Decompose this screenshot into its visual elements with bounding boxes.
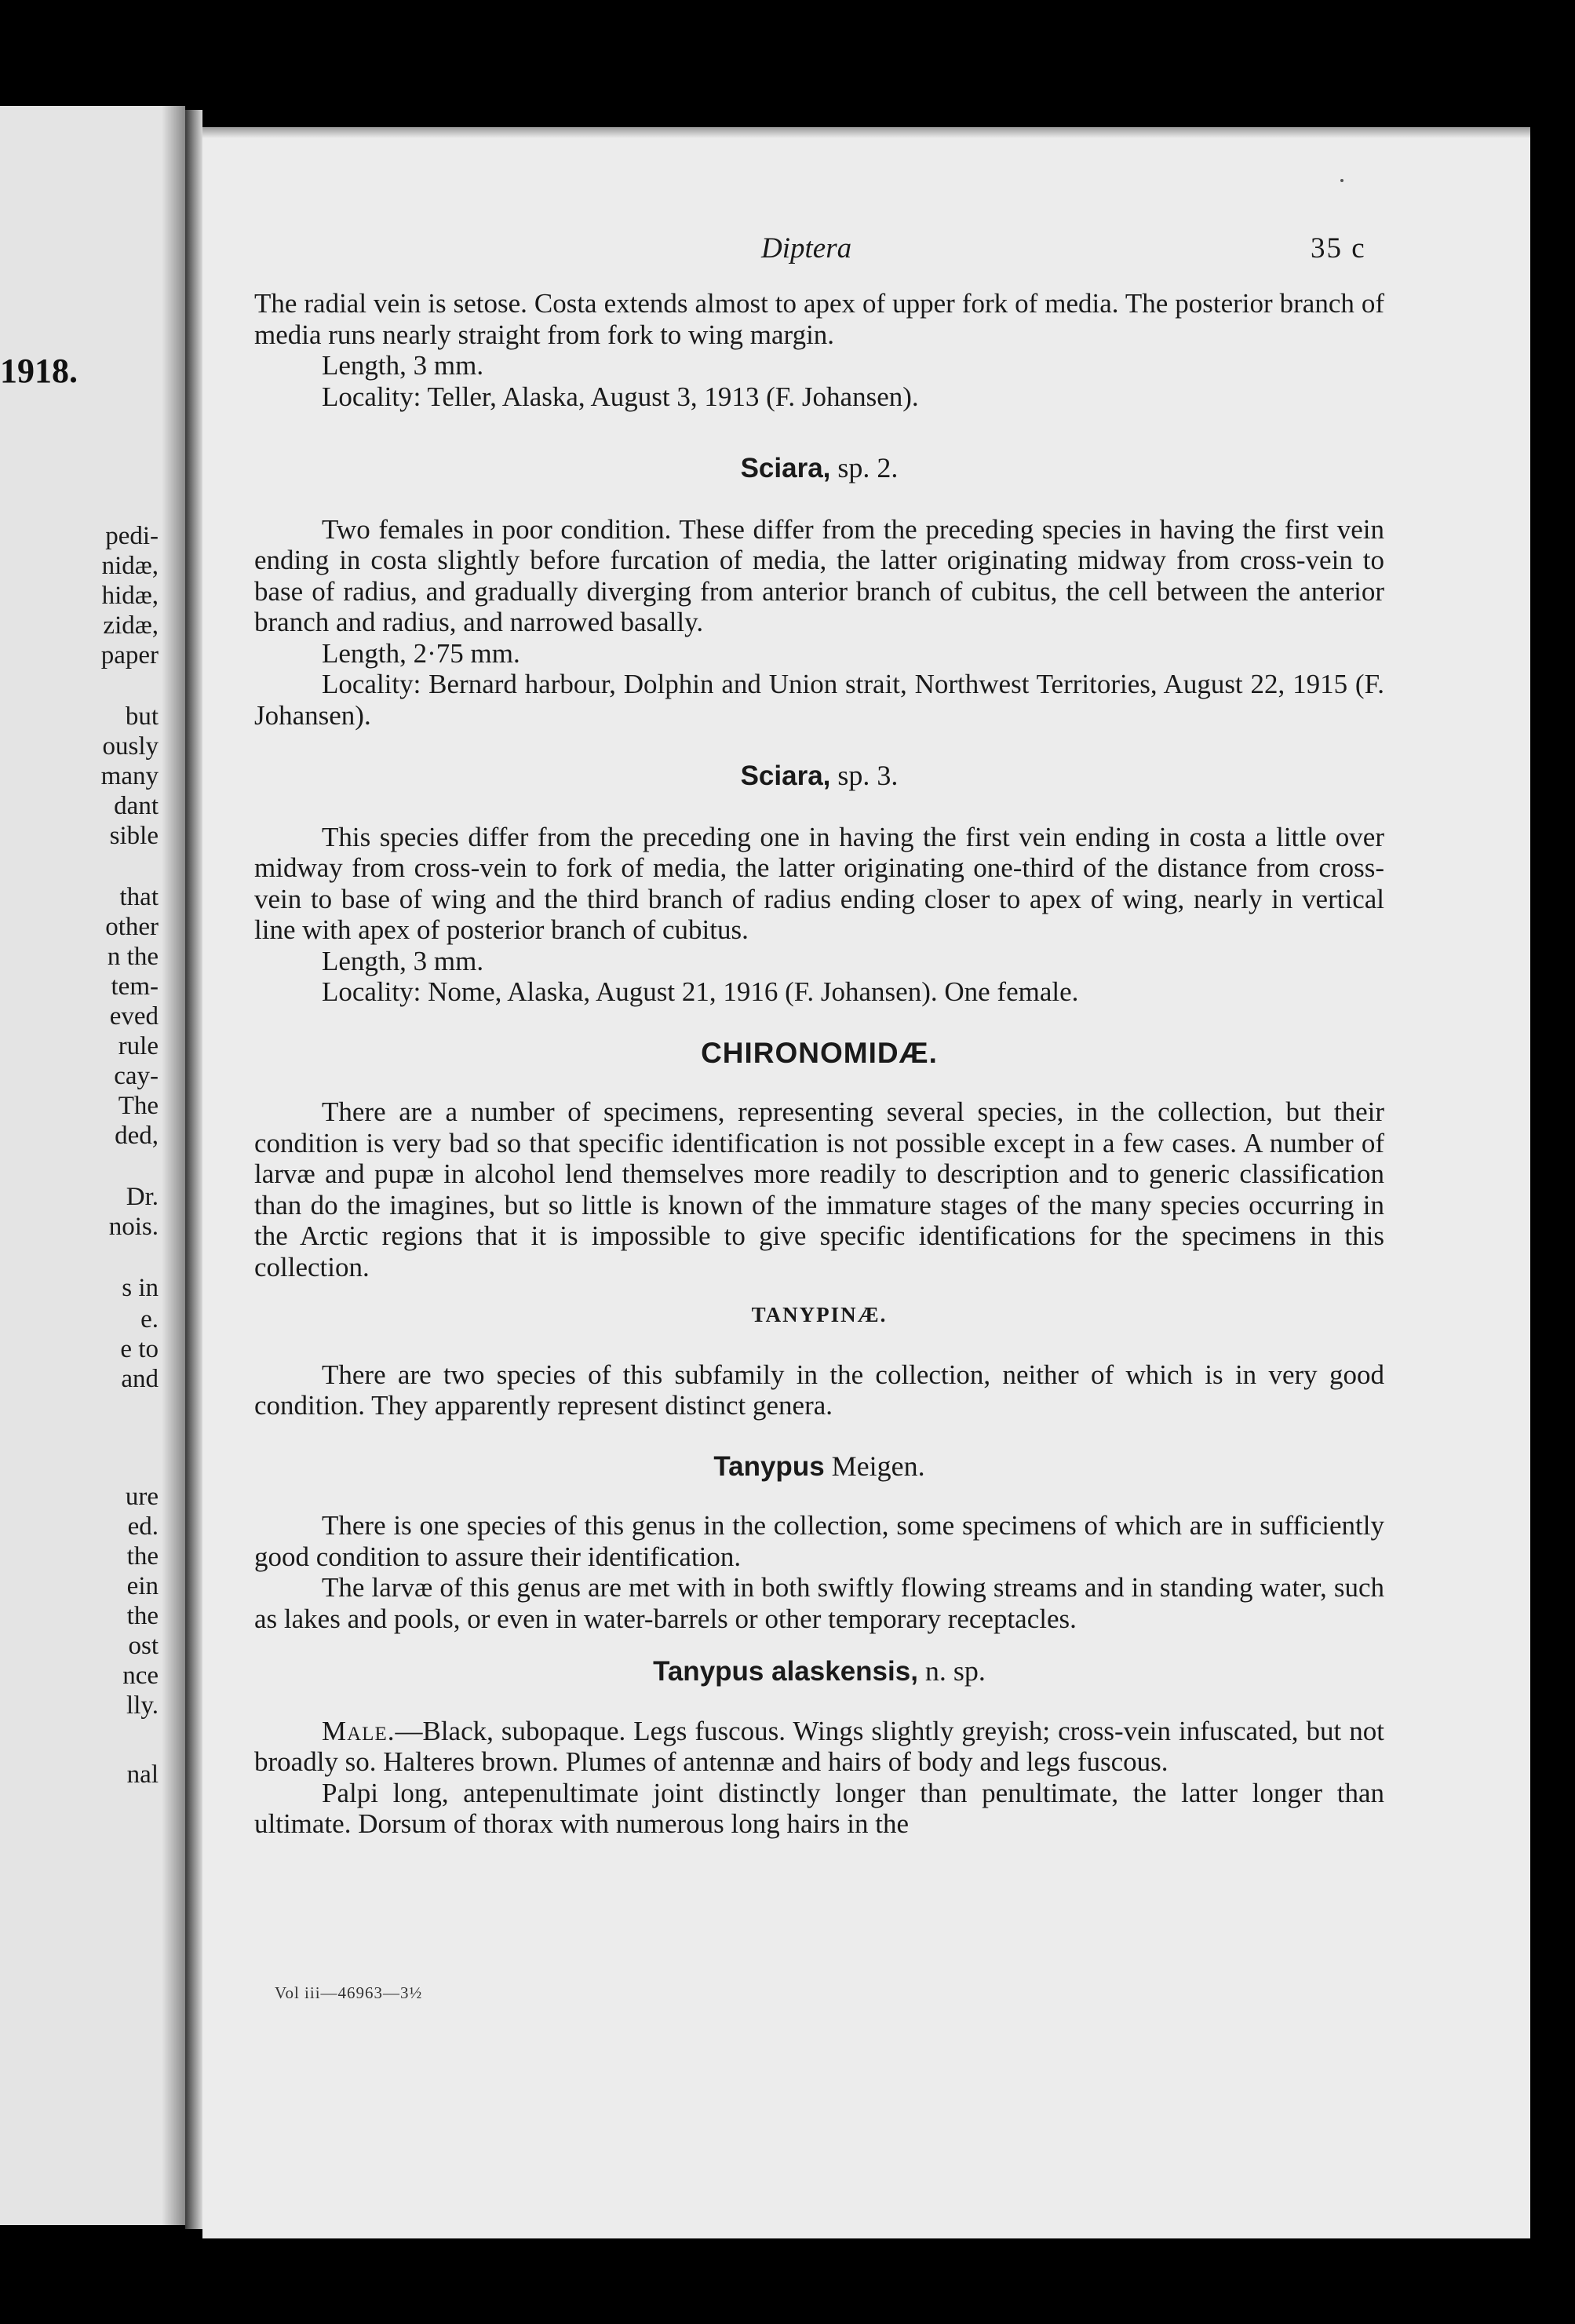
- previous-page-fragment-line: cay-: [114, 1062, 159, 1090]
- previous-page-fragment-line: ure: [125, 1483, 159, 1511]
- previous-page-fragment-line: many: [100, 762, 159, 790]
- locality-line: Locality: Bernard harbour, Dolphin and Union strait, Northwest Territories, August 22, 1915 (F. Johansen).: [254, 669, 1384, 731]
- previous-page-fragment-line: tem-: [111, 972, 159, 1001]
- description-paragraph: Male.—Black, subopaque. Legs fuscous. Wings slightly greyish; cross-vein infuscated, but not broadly so. Halteres brown. Plumes of antennæ and hairs of body and legs fuscous.: [254, 1715, 1384, 1777]
- previous-page-fragment-line: pedi-: [105, 522, 159, 550]
- previous-page-year: 1918.: [0, 352, 78, 390]
- previous-page-fragment-line: nal: [126, 1760, 159, 1789]
- previous-page-fragment-line: The: [118, 1092, 159, 1120]
- previous-page-fragment-line: dant: [114, 792, 159, 820]
- sex-label: Male.: [322, 1715, 396, 1746]
- length-line: Length, 3 mm.: [322, 350, 484, 381]
- book-binding-edge: [185, 110, 202, 2229]
- paragraph: Palpi long, antepenultimate joint distinctly longer than penultimate, the latter longer than ultimate. Dorsum of thorax with numerous long hairs in the: [254, 1777, 1384, 1839]
- previous-page-fragment-line: that: [119, 883, 159, 911]
- paragraph: Two females in poor condition. These differ from the preceding species in having the first vein ending in costa slightly before furcation of media, the latter originating midway from cross-vein to base of radius, and gradually diverging from anterior branch of cubitus, the cell between the anterior branch and radius, and narrowed basally.: [254, 513, 1384, 637]
- paragraph: There is one species of this genus in the collection, some specimens of which are in sufficiently good condition to assure their identification.: [254, 1510, 1384, 1572]
- previous-page-fragment-line: nois.: [108, 1213, 159, 1241]
- previous-page-fragment-line: s in: [122, 1274, 159, 1302]
- paragraph: There are two species of this subfamily in the collection, neither of which is in very good condition. They apparently represent distinct genera.: [254, 1359, 1384, 1421]
- genus-heading-tanypus: Tanypus Meigen.: [713, 1450, 925, 1482]
- previous-page-fragment-line: ein: [126, 1572, 159, 1600]
- document-page: [202, 127, 1530, 2238]
- length-line: Length, 2·75 mm.: [322, 637, 520, 669]
- page-number: 35 c: [1311, 232, 1366, 265]
- running-head: Diptera: [761, 232, 852, 265]
- paragraph: There are a number of specimens, representing several species, in the collection, but their condition is very bad so that specific identification is not possible except in a few cases. A number of larvæ and pupæ in alcohol lend themselves more readily to description and to generic classification than do the imagines, but so little is known of the immature stages of the many species occurring in the Arctic regions that it is impossible to give specific identifications for the specimens in this collection.: [254, 1096, 1384, 1282]
- species-heading-sciara-sp2: Sciara, sp. 2.: [740, 452, 899, 483]
- previous-page-fragment-line: eved: [109, 1002, 159, 1031]
- previous-page-fragment-line: other: [105, 913, 159, 941]
- paragraph: The radial vein is setose. Costa extends almost to apex of upper fork of media. The posterior branch of media runs nearly straight from fork to wing margin.: [254, 288, 1384, 350]
- locality-line: Locality: Teller, Alaska, August 3, 1913 (F. Johansen).: [322, 381, 919, 412]
- previous-page-fragment-line: zidæ,: [103, 611, 159, 640]
- previous-page-fragment-line: sible: [109, 822, 159, 850]
- previous-page-fragment-line: lly.: [126, 1691, 159, 1720]
- previous-page-fragment-line: ously: [102, 732, 159, 761]
- species-heading-sciara-sp3: Sciara, sp. 3.: [740, 760, 899, 791]
- previous-page-fragment-line: ded,: [115, 1122, 159, 1150]
- page-gutter-shadow: [162, 106, 185, 2225]
- previous-page-fragment-line: Dr.: [126, 1183, 159, 1211]
- length-line: Length, 3 mm.: [322, 945, 484, 976]
- previous-page-fragment-line: rule: [118, 1032, 159, 1060]
- previous-page-fragment-line: the: [126, 1602, 159, 1630]
- previous-page-fragment-line: but: [125, 702, 159, 731]
- locality-line: Locality: Nome, Alaska, August 21, 1916 (F. Johansen). One female.: [322, 976, 1079, 1007]
- family-heading: CHIRONOMIDÆ.: [701, 1036, 938, 1069]
- page-body: [254, 288, 1384, 1840]
- printer-footnote: Vol iii—46963—3½: [275, 1983, 423, 2002]
- previous-page-fragment: [0, 106, 185, 2225]
- previous-page-fragment-line: nidæ,: [101, 552, 159, 580]
- previous-page-fragment-line: and: [121, 1365, 159, 1393]
- paragraph: This species differ from the preceding one in having the first vein ending in costa a little over midway from cross-vein to fork of media, the latter originating one-third of the distance from cross-vein to base of wing and the third branch of radius ending closer to apex of wing, nearly in vertical line with apex of posterior branch of cubitus.: [254, 821, 1384, 945]
- previous-page-fragment-line: e.: [140, 1305, 159, 1333]
- previous-page-fragment-line: nce: [122, 1662, 159, 1690]
- species-heading-tanypus-alaskensis: Tanypus alaskensis, n. sp.: [653, 1655, 986, 1687]
- previous-page-fragment-line: ed.: [127, 1512, 159, 1541]
- subfamily-heading: TANYPINÆ.: [751, 1303, 888, 1326]
- previous-page-fragment-line: the: [126, 1542, 159, 1571]
- previous-page-fragment-line: paper: [100, 641, 159, 669]
- paragraph: The larvæ of this genus are met with in both swiftly flowing streams and in standing water, such as lakes and pools, or even in water-barrels or other temporary receptacles.: [254, 1572, 1384, 1634]
- previous-page-fragment-line: e to: [120, 1335, 159, 1363]
- previous-page-fragment-line: n the: [107, 943, 159, 971]
- previous-page-fragment-line: ost: [128, 1632, 159, 1660]
- previous-page-fragment-line: hidæ,: [101, 582, 159, 610]
